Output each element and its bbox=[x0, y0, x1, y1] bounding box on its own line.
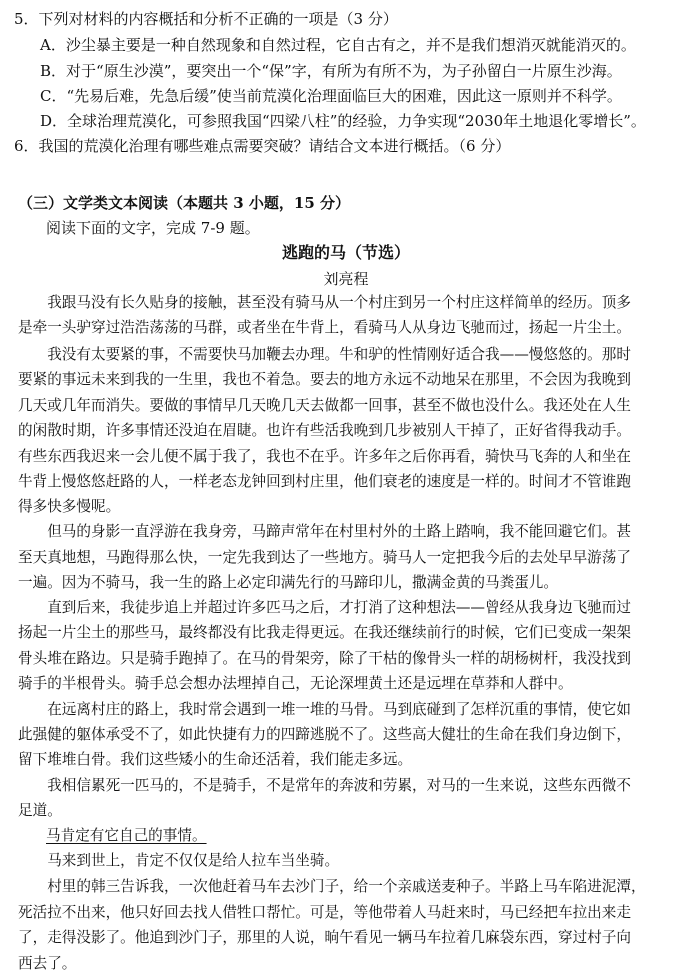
article-title: 逃跑的马（节选） bbox=[281, 243, 410, 262]
article-line: 得多快多慢呢。 bbox=[18, 498, 121, 515]
article-line: 我相信累死一匹马的，不是骑手，不是常年的奔波和劳累，对马的一生来说，这些东西微不 bbox=[18, 777, 631, 794]
question-5-option-a: A．沙尘暴主要是一种自然现象和自然过程，它自古有之，并不是我们想消灭就能消灭的。 bbox=[40, 36, 636, 54]
section-instruction: 阅读下面的文字，完成 7-9 题。 bbox=[46, 219, 260, 237]
article-line: 几天或几年而消失。要做的事情早几天晚几天去做都一回事，甚至不做也没什么。我还处在人生 bbox=[18, 397, 631, 414]
article-author: 刘亮程 bbox=[323, 270, 369, 288]
article-line: 直到后来，我徒步追上并超过许多匹马之后，才打消了这种想法——曾经从我身边飞驰而过 bbox=[18, 599, 631, 616]
article-line: 但马的身影一直浮游在我身旁，马蹄声常年在村里村外的土路上踏响，我不能回避它们。甚 bbox=[18, 523, 631, 540]
article-line: 我没有太要紧的事，不需要快马加鞭去办理。牛和驴的性情刚好适合我——慢悠悠的。那时 bbox=[18, 346, 631, 363]
question-5-option-b: B．对于“原生沙漠”，要突出一个“保”字，有所为有所不为，为子孙留白一片原生沙海。 bbox=[40, 62, 622, 80]
article-line: 足道。 bbox=[18, 802, 62, 819]
article-line: 是牵一头驴穿过浩浩荡荡的马群，或者坐在牛背上，看骑马人从身边飞驰而过，扬起一片尘土。 bbox=[18, 319, 631, 336]
article-line: 马来到世上，肯定不仅仅是给人拉车当坐骑。 bbox=[18, 852, 340, 869]
article-line: 牛背上慢悠悠赶路的人，一样老态龙钟回到村庄里，他们衰老的速度是一样的。时间才不管谁跑 bbox=[18, 473, 631, 490]
article-line: 扬起一片尘土的那些马，最终都没有比我走得更远。在我还继续前行的时候，它们已变成一架架 bbox=[18, 624, 631, 641]
article-line: 死活拉不出来，他只好回去找人借牲口帮忙。可是，等他带着人马赶来时，马已经把车拉出来走 bbox=[18, 904, 631, 921]
underlined-sentence: 马肯定有它自己的事情。 bbox=[46, 827, 207, 844]
article-line: 此强健的躯体承受不了，如此快捷有力的四蹄逃脱不了。这些高大健壮的生命在我们身边倒下， bbox=[18, 726, 631, 743]
article-line: 西去了。 bbox=[18, 955, 77, 972]
article-line: 骨头堆在路边。只是骑手跑掉了。在马的骨架旁，除了干枯的像骨头一样的胡杨树杆，我没找到 bbox=[18, 650, 631, 667]
article-line: 我跟马没有长久贴身的接触，甚至没有骑马从一个村庄到另一个村庄这样简单的经历。顶多 bbox=[18, 294, 631, 311]
article-line: 至天真地想，马跑得那么快，一定先我到达了一些地方。骑马人一定把我今后的去处早早游荡了 bbox=[18, 549, 631, 566]
article-line: 村里的韩三告诉我，一次他赶着马车去沙门子，给一个亲戚送麦种子。半路上马车陷进泥潭， bbox=[18, 878, 646, 895]
article-line: 一遍。因为不骑马，我一生的路上必定印满先行的马蹄印儿，撒满金黄的马粪蛋儿。 bbox=[18, 574, 558, 591]
article-line: 在远离村庄的路上，我时常会遇到一堆一堆的马骨。马到底碰到了怎样沉重的事情，使它如 bbox=[18, 701, 631, 718]
article-line: 了，走得没影了。他追到沙门子，那里的人说，晌午看见一辆马车拉着几麻袋东西，穿过村子向 bbox=[18, 929, 631, 946]
article-underlined-line bbox=[46, 826, 207, 846]
section-heading: （三）文学类文本阅读（本题共 3 小题，15 分） bbox=[18, 194, 350, 212]
question-6-stem: 6．我国的荒漠化治理有哪些难点需要突破？请结合文本进行概括。（6 分） bbox=[14, 137, 511, 155]
question-5-stem: 5．下列对材料的内容概括和分析不正确的一项是（3 分） bbox=[14, 10, 398, 28]
question-5-option-d: D．全球治理荒漠化，可参照我国“四梁八柱”的经验，力争实现“2030年土地退化零增长”。 bbox=[40, 112, 646, 130]
article-line: 的闲散时期，许多事情还没迫在眉睫。也许有些活我晚到几步被别人干掉了，正好省得我动手。 bbox=[18, 422, 631, 439]
article-line: 骑手的半根骨头。骑手总会想办法埋掉自己，无论深埋黄土还是远埋在草莽和人群中。 bbox=[18, 675, 573, 692]
article-line: 有些东西我迟来一会儿便不属于我了，我也不在乎。许多年之后你再看，骑快马飞奔的人和坐在 bbox=[18, 448, 631, 465]
article-line: 要紧的事远未来到我的一生里，我也不着急。要去的地方永远不动地呆在那里，不会因为我晚到 bbox=[18, 371, 631, 388]
article-line: 留下堆堆白骨。我们这些矮小的生命还活着，我们能走多远。 bbox=[18, 751, 413, 768]
question-5-option-c: C．“先易后难，先急后缓”使当前荒漠化治理面临巨大的困难，因此这一原则并不科学。 bbox=[40, 87, 622, 105]
